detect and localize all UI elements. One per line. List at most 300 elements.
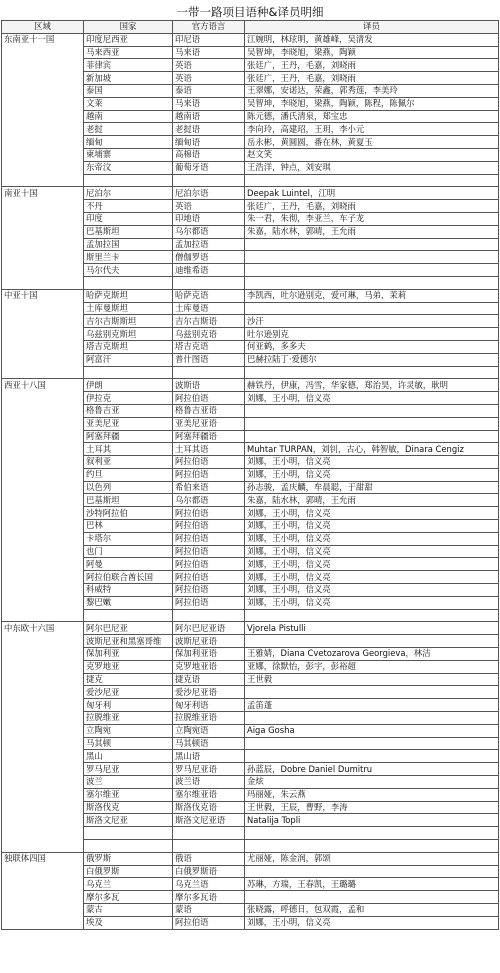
country-cell: 越南 (84, 110, 173, 123)
country-cell: 格鲁吉亚 (84, 404, 173, 417)
region-cell: 中东欧十六国 (2, 622, 84, 635)
table-row (2, 340, 499, 353)
table-row (2, 507, 499, 520)
region-cell (2, 161, 84, 174)
language-cell: 尼泊尔语 (173, 187, 245, 200)
region-cell (2, 110, 84, 123)
translators-cell (245, 430, 499, 443)
region-cell (2, 788, 84, 801)
region-cell (2, 712, 84, 725)
country-cell: 斯里兰卡 (84, 251, 173, 264)
table-row (2, 622, 499, 635)
translators-cell: 孙志骏，孟庆麟，牟晨聪，于甜甜 (245, 481, 499, 494)
region-cell (2, 571, 84, 584)
region-cell (2, 366, 84, 379)
translators-cell: 陈元德，潘氏清泉，郑宝忠 (245, 110, 499, 123)
spacer-row (2, 609, 499, 622)
country-cell: 阿富汗 (84, 353, 173, 366)
language-cell: 土耳其语 (173, 443, 245, 456)
translators-cell: 王世毅 (245, 673, 499, 686)
language-cell: 立陶宛语 (173, 724, 245, 737)
country-cell: 埃及 (84, 916, 173, 929)
language-cell: 罗马尼亚语 (173, 763, 245, 776)
table-row (2, 264, 499, 277)
translators-cell: 朱一君，朱彻，李亚兰，车子龙 (245, 212, 499, 225)
table-row (2, 238, 499, 251)
translators-cell: 孟笛蓬 (245, 699, 499, 712)
table-row (2, 392, 499, 405)
region-cell (2, 878, 84, 891)
country-cell: 柬埔寨 (84, 148, 173, 161)
country-cell: 白俄罗斯 (84, 865, 173, 878)
region-cell (2, 865, 84, 878)
country-cell: 东帝汶 (84, 161, 173, 174)
empty-cell (84, 827, 173, 840)
country-cell: 土耳其 (84, 443, 173, 456)
language-cell: 英语 (173, 200, 245, 213)
empty-cell (245, 609, 499, 622)
country-cell: 亚美尼亚 (84, 417, 173, 430)
translators-cell (245, 251, 499, 264)
table-row (2, 648, 499, 661)
translators-cell: 刘娜，王小明，信义亮 (245, 468, 499, 481)
country-cell: 文莱 (84, 97, 173, 110)
country-cell: 摩尔多瓦 (84, 891, 173, 904)
table-row (2, 468, 499, 481)
spacer-row (2, 827, 499, 840)
language-cell: 阿拉伯语 (173, 916, 245, 929)
header-country: 国家 (84, 21, 173, 34)
spacer-row (2, 840, 499, 853)
language-cell: 乌尔都语 (173, 225, 245, 238)
language-cell: 阿拉伯语 (173, 507, 245, 520)
region-cell (2, 660, 84, 673)
table-row (2, 251, 499, 264)
table-row (2, 788, 499, 801)
table-row (2, 148, 499, 161)
country-cell: 捷克 (84, 673, 173, 686)
table-header-row (2, 21, 499, 34)
table-row (2, 161, 499, 174)
language-cell: 亚美尼亚语 (173, 417, 245, 430)
country-cell: 阿拉伯联合酋长国 (84, 571, 173, 584)
translators-cell: 江婉明，林玹明，黄雄峰，吴清发 (245, 33, 499, 46)
region-cell (2, 596, 84, 609)
region-cell (2, 97, 84, 110)
country-cell: 蒙古 (84, 903, 173, 916)
translators-cell: Aiga Gosha (245, 724, 499, 737)
translators-cell: 张晓露，呼德日，包双霞，孟和 (245, 903, 499, 916)
language-cell: 土库曼语 (173, 302, 245, 315)
region-cell (2, 238, 84, 251)
region-cell: 西亚十八国 (2, 379, 84, 392)
translators-cell: 赵文笑 (245, 148, 499, 161)
region-cell (2, 916, 84, 929)
language-cell: 马来语 (173, 46, 245, 59)
table-row (2, 481, 499, 494)
region-cell (2, 763, 84, 776)
translators-cell: 刘娜，王小明，信义亮 (245, 558, 499, 571)
country-cell: 保加利亚 (84, 648, 173, 661)
language-cell: 僧伽罗语 (173, 251, 245, 264)
region-cell (2, 468, 84, 481)
country-cell: 克罗地亚 (84, 660, 173, 673)
empty-cell (173, 827, 245, 840)
region-cell: 独联体四国 (2, 852, 84, 865)
language-cell: 格鲁吉亚语 (173, 404, 245, 417)
translators-cell: 岳永彬，黄圆圆，番在林，黄夏玉 (245, 136, 499, 149)
region-cell (2, 264, 84, 277)
empty-cell (245, 840, 499, 853)
country-cell: 匈牙利 (84, 699, 173, 712)
language-cell: 马来语 (173, 97, 245, 110)
country-cell: 波斯尼亚和黑塞哥维 (84, 635, 173, 648)
table-row (2, 865, 499, 878)
table-row (2, 520, 499, 533)
language-cell: 白俄罗斯语 (173, 865, 245, 878)
translators-cell: 何亚鹤，多多夫 (245, 340, 499, 353)
translators-cell: 王翠娜，安诺达，荣鑫，郭秀莲，李美玲 (245, 84, 499, 97)
table-row (2, 456, 499, 469)
language-cell: 缅甸语 (173, 136, 245, 149)
table-row (2, 328, 499, 341)
country-cell: 叙利亚 (84, 456, 173, 469)
country-cell: 吉尔吉斯斯坦 (84, 315, 173, 328)
empty-cell (245, 174, 499, 187)
region-cell (2, 737, 84, 750)
language-cell: 英语 (173, 72, 245, 85)
table-row (2, 724, 499, 737)
translators-cell: Natalija Topli (245, 814, 499, 827)
translators-cell (245, 750, 499, 763)
translators-cell: 刘娜，王小明，信义亮 (245, 532, 499, 545)
language-cell: 塞尔维亚语 (173, 788, 245, 801)
language-cell: 乌克兰语 (173, 878, 245, 891)
table-row (2, 123, 499, 136)
region-cell (2, 46, 84, 59)
language-cell: 马其顿语 (173, 737, 245, 750)
country-cell: 科威特 (84, 584, 173, 597)
country-cell: 也门 (84, 545, 173, 558)
region-cell (2, 545, 84, 558)
country-cell: 塔吉克斯坦 (84, 340, 173, 353)
region-cell (2, 776, 84, 789)
region-cell (2, 891, 84, 904)
empty-cell (84, 174, 173, 187)
table-row (2, 763, 499, 776)
region-cell (2, 404, 84, 417)
country-cell: 拉脱维亚 (84, 712, 173, 725)
region-cell: 中亚十国 (2, 289, 84, 302)
empty-cell (173, 366, 245, 379)
country-cell: 伊朗 (84, 379, 173, 392)
region-cell (2, 59, 84, 72)
country-cell: 孟加拉国 (84, 238, 173, 251)
language-cell: 保加利亚语 (173, 648, 245, 661)
table-row (2, 571, 499, 584)
table-row (2, 699, 499, 712)
country-cell: 印度 (84, 212, 173, 225)
region-cell (2, 225, 84, 238)
table-row (2, 558, 499, 571)
translators-cell (245, 865, 499, 878)
translators-cell (245, 686, 499, 699)
language-cell: 希伯来语 (173, 481, 245, 494)
translators-cell: 巴赫拉陆丁·爱德尔 (245, 353, 499, 366)
table-row (2, 916, 499, 929)
region-cell (2, 200, 84, 213)
country-cell: 土库曼斯坦 (84, 302, 173, 315)
translators-cell: 王雅婧，Diana Cvetozarova Georgieva，林洁 (245, 648, 499, 661)
spacer-row (2, 276, 499, 289)
country-cell: 马来西亚 (84, 46, 173, 59)
language-cell: 阿拉伯语 (173, 545, 245, 558)
language-cell: 波兰语 (173, 776, 245, 789)
country-cell: 伊拉克 (84, 392, 173, 405)
page-title: 一带一路项目语种&译员明细 (176, 5, 324, 19)
region-cell (2, 827, 84, 840)
table-row (2, 660, 499, 673)
region-cell (2, 430, 84, 443)
region-cell (2, 72, 84, 85)
region-cell (2, 520, 84, 533)
country-cell: 乌兹别克斯坦 (84, 328, 173, 341)
table-row (2, 187, 499, 200)
language-cell: 蒙语 (173, 903, 245, 916)
table-row (2, 379, 499, 392)
translators-cell: Muhtar TURPAN，刘钊，古心，韩智敏，Dinara Cengiz (245, 443, 499, 456)
table-row (2, 737, 499, 750)
empty-cell (173, 840, 245, 853)
translator-table (1, 20, 499, 930)
country-cell: 菲律宾 (84, 59, 173, 72)
language-cell: 俄语 (173, 852, 245, 865)
region-cell (2, 903, 84, 916)
table-row (2, 225, 499, 238)
country-cell: 老挝 (84, 123, 173, 136)
language-cell: 黑山语 (173, 750, 245, 763)
translators-cell: 吴智坤，李晓旭，梁燕，陶颖 (245, 46, 499, 59)
empty-cell (84, 366, 173, 379)
translators-cell: 赫铁丹，伊康，冯雪，华家德，郑治昊，许灵敏，耿明 (245, 379, 499, 392)
country-cell: 马其顿 (84, 737, 173, 750)
language-cell: 葡萄牙语 (173, 161, 245, 174)
region-cell: 东南亚十一国 (2, 33, 84, 46)
language-cell: 阿拉伯语 (173, 456, 245, 469)
region-cell (2, 315, 84, 328)
table-row (2, 494, 499, 507)
language-cell: 吉尔吉斯语 (173, 315, 245, 328)
table-row (2, 584, 499, 597)
table-row (2, 814, 499, 827)
language-cell: 塔吉克语 (173, 340, 245, 353)
language-cell: 斯洛文尼亚语 (173, 814, 245, 827)
country-cell: 爱沙尼亚 (84, 686, 173, 699)
translators-cell (245, 737, 499, 750)
region-cell (2, 801, 84, 814)
language-cell: 越南语 (173, 110, 245, 123)
region-cell (2, 212, 84, 225)
region-cell (2, 302, 84, 315)
translators-cell (245, 404, 499, 417)
country-cell: 尼泊尔 (84, 187, 173, 200)
translators-cell (245, 712, 499, 725)
region-cell (2, 456, 84, 469)
region-cell (2, 340, 84, 353)
translators-cell: 玛丽娅，朱云燕 (245, 788, 499, 801)
translators-cell: 王浩洋，钟点，刘安琪 (245, 161, 499, 174)
table-row (2, 315, 499, 328)
translators-cell: 沙汗 (245, 315, 499, 328)
country-cell: 泰国 (84, 84, 173, 97)
country-cell: 乌克兰 (84, 878, 173, 891)
translators-cell: Vjorela Pistulli (245, 622, 499, 635)
region-cell (2, 174, 84, 187)
table-row (2, 891, 499, 904)
table-row (2, 353, 499, 366)
region-cell (2, 814, 84, 827)
country-cell: 马尔代夫 (84, 264, 173, 277)
country-cell: 缅甸 (84, 136, 173, 149)
table-row (2, 430, 499, 443)
empty-cell (173, 174, 245, 187)
empty-cell (84, 840, 173, 853)
translators-cell: 张廷广，王丹，毛嘉，刘晓雨 (245, 72, 499, 85)
table-row (2, 801, 499, 814)
translators-cell: 孙蓝辰，Dobre Daniel Dumitru (245, 763, 499, 776)
region-cell (2, 840, 84, 853)
country-cell: 阿尔巴尼亚 (84, 622, 173, 635)
table-row (2, 545, 499, 558)
region-cell (2, 635, 84, 648)
table-row (2, 33, 499, 46)
translators-cell (245, 417, 499, 430)
table-row (2, 776, 499, 789)
region-cell (2, 481, 84, 494)
country-cell: 沙特阿拉伯 (84, 507, 173, 520)
table-row (2, 596, 499, 609)
translators-cell: 吴智坤，李晓旭，梁燕，陶颖，陈程，陈佩尔 (245, 97, 499, 110)
country-cell: 印度尼西亚 (84, 33, 173, 46)
translators-cell: 朱嘉，陆水林，郭晴，王允雨 (245, 494, 499, 507)
language-cell: 波斯语 (173, 379, 245, 392)
header-region: 区域 (2, 21, 84, 34)
language-cell: 匈牙利语 (173, 699, 245, 712)
table-row (2, 635, 499, 648)
language-cell: 阿尔巴尼亚语 (173, 622, 245, 635)
translators-cell: 亚娜，徐默怡，彭宇，彭裕超 (245, 660, 499, 673)
table-row (2, 532, 499, 545)
table-row (2, 686, 499, 699)
language-cell: 波斯尼亚语 (173, 635, 245, 648)
table-row (2, 72, 499, 85)
country-cell: 巴基斯坦 (84, 225, 173, 238)
country-cell: 俄罗斯 (84, 852, 173, 865)
region-cell (2, 724, 84, 737)
region-cell (2, 328, 84, 341)
language-cell: 阿拉伯语 (173, 392, 245, 405)
table-row (2, 302, 499, 315)
country-cell: 巴林 (84, 520, 173, 533)
country-cell: 波兰 (84, 776, 173, 789)
region-cell (2, 699, 84, 712)
language-cell: 印地语 (173, 212, 245, 225)
table-row (2, 404, 499, 417)
country-cell: 斯洛伐克 (84, 801, 173, 814)
region-cell (2, 673, 84, 686)
table-row (2, 97, 499, 110)
translators-cell: Deepak Luintel，江明 (245, 187, 499, 200)
region-cell (2, 276, 84, 289)
region-cell (2, 392, 84, 405)
translators-cell: 刘娜，王小明，信义亮 (245, 584, 499, 597)
translators-cell: 朱嘉，陆水林，郭晴，王允雨 (245, 225, 499, 238)
translators-cell: 刘娜，王小明，信义亮 (245, 916, 499, 929)
language-cell: 迪维希语 (173, 264, 245, 277)
translators-cell: 王世毅，王辰，曹野，李涛 (245, 801, 499, 814)
translators-cell (245, 238, 499, 251)
table-row (2, 903, 499, 916)
region-cell (2, 84, 84, 97)
translators-cell: 张廷广，王丹，毛嘉，刘晓雨 (245, 59, 499, 72)
region-cell (2, 123, 84, 136)
translators-cell: 尤丽娅，陈金润，郭颂 (245, 852, 499, 865)
table-row (2, 46, 499, 59)
language-cell: 老挝语 (173, 123, 245, 136)
empty-cell (245, 827, 499, 840)
region-cell (2, 353, 84, 366)
language-cell: 阿拉伯语 (173, 571, 245, 584)
region-cell (2, 532, 84, 545)
table-row (2, 417, 499, 430)
language-cell: 捷克语 (173, 673, 245, 686)
header-language: 官方语言 (173, 21, 245, 34)
translators-cell: 刘娜，王小明，信义亮 (245, 545, 499, 558)
language-cell: 孟加拉语 (173, 238, 245, 251)
translators-cell: 苏琳，方瑞，王春凯，王璐璐 (245, 878, 499, 891)
translators-cell (245, 891, 499, 904)
table-row (2, 878, 499, 891)
table-row (2, 750, 499, 763)
country-cell: 不丹 (84, 200, 173, 213)
table-body (2, 33, 499, 929)
country-cell: 新加坡 (84, 72, 173, 85)
language-cell: 印尼语 (173, 33, 245, 46)
translators-cell (245, 264, 499, 277)
region-cell: 南亚十国 (2, 187, 84, 200)
language-cell: 乌尔都语 (173, 494, 245, 507)
country-cell: 约旦 (84, 468, 173, 481)
translators-cell: 李向玲，高建玿，王玥，李小元 (245, 123, 499, 136)
translators-cell: 刘娜，王小明，信义亮 (245, 520, 499, 533)
spacer-row (2, 366, 499, 379)
language-cell: 克罗地亚语 (173, 660, 245, 673)
language-cell: 拉脱维亚语 (173, 712, 245, 725)
region-cell (2, 584, 84, 597)
country-cell: 塞尔维亚 (84, 788, 173, 801)
language-cell: 爱沙尼亚语 (173, 686, 245, 699)
region-cell (2, 417, 84, 430)
country-cell: 黑山 (84, 750, 173, 763)
translators-cell: 李凯西，吐尔逊别克，爱可琳，马弟，茉莉 (245, 289, 499, 302)
empty-cell (245, 366, 499, 379)
region-cell (2, 494, 84, 507)
language-cell: 阿拉伯语 (173, 468, 245, 481)
region-cell (2, 136, 84, 149)
language-cell: 摩尔多瓦语 (173, 891, 245, 904)
table-row (2, 200, 499, 213)
region-cell (2, 251, 84, 264)
